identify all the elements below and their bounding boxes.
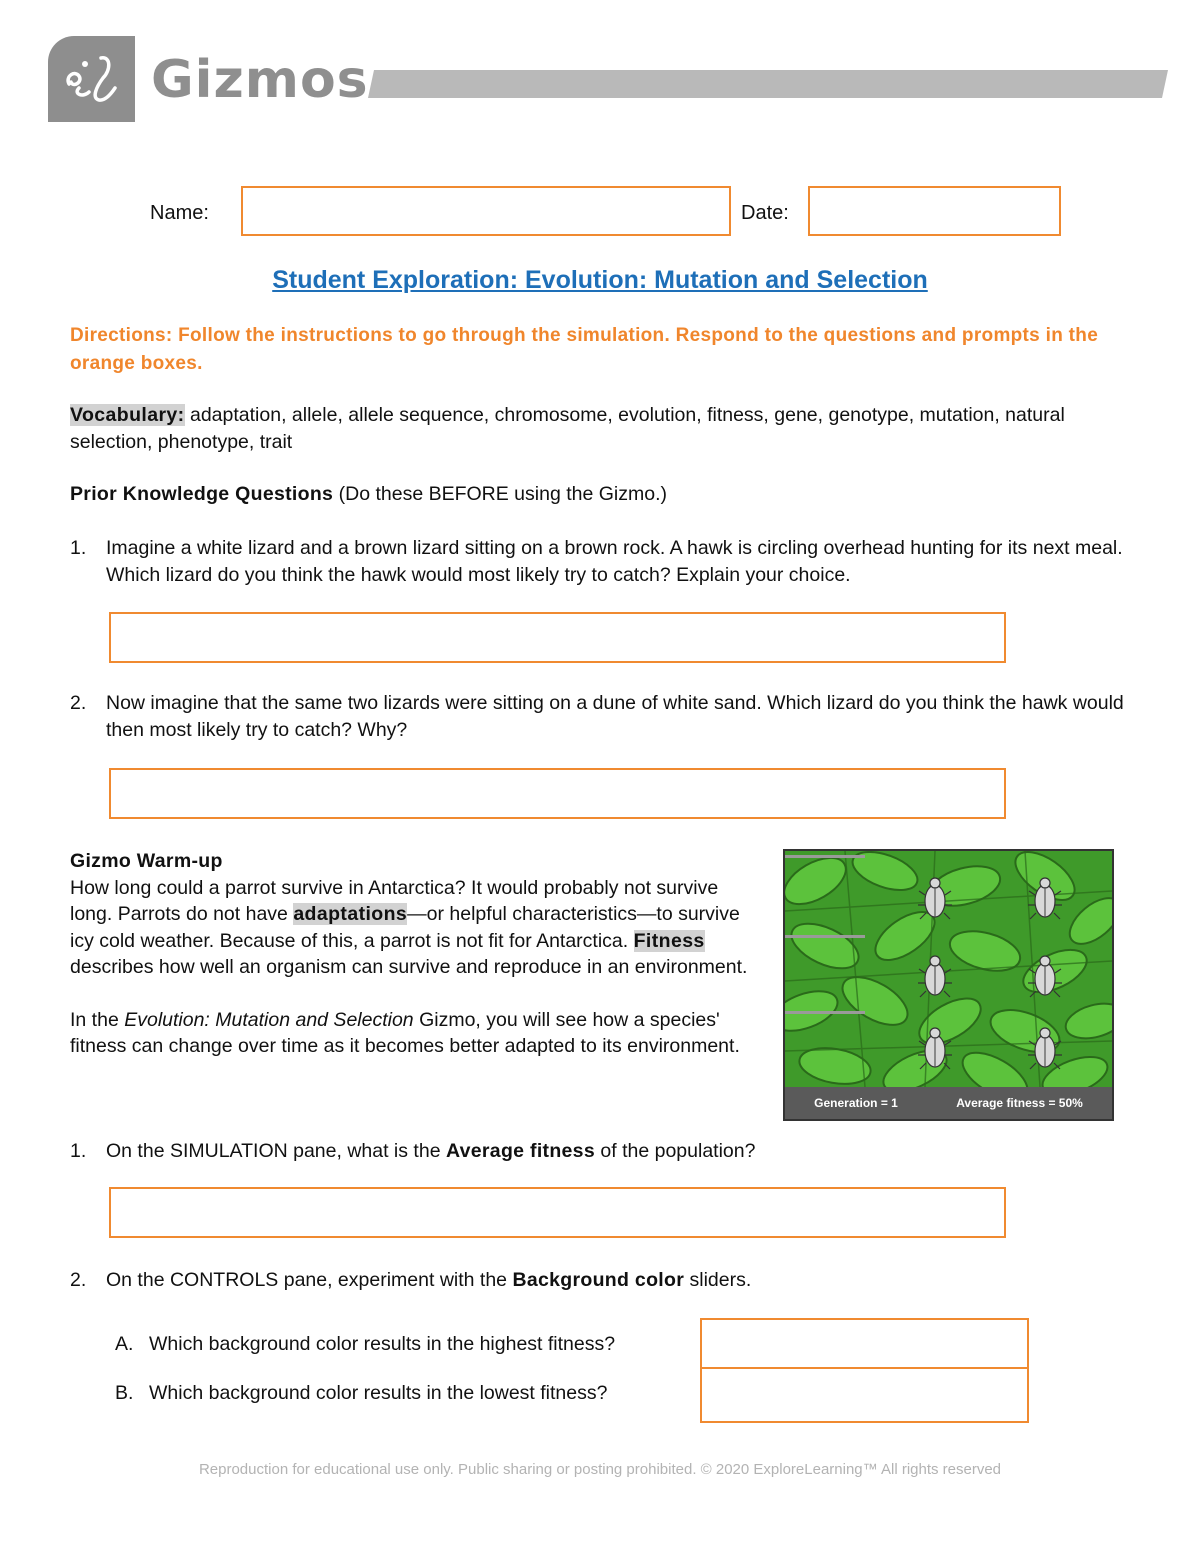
text-run: —or helpful characteristics—to survive icy cold weather. Because of this, a parrot is not fit for Antarctica. [70,903,740,952]
text-run: How long could a parrot survive in Antarctica? It would probably not survive long. Parrots do not have [70,876,719,925]
text-run: On the SIMULATION pane, what is the [106,1140,446,1162]
prior-question-2 [70,690,1150,746]
prior-knowledge-heading [70,481,1130,508]
average-fitness-readout: Average fitness = 50% [956,1096,1083,1110]
question-text [106,1267,1150,1294]
brand-title: Gizmos [151,50,369,110]
warmup-paragraph-1 [70,875,750,981]
bold-term: Background color [512,1269,685,1291]
date-label: Date: [741,202,789,224]
name-label: Name: [150,202,209,224]
warmup-paragraph-2 [70,1007,750,1060]
generation-readout: Generation = 1 [814,1096,898,1110]
vocabulary-label: Vocabulary: [70,404,185,426]
answer-box-prior-1[interactable] [109,612,1006,663]
text-run: Gizmo, you will see how a species' fitness can change over time as it becomes better adapted to its environment. [70,1008,740,1057]
prior-heading: Prior Knowledge Questions [70,483,334,505]
question-number: 2. [70,1269,87,1291]
warmup-question-1 [70,1138,1150,1166]
date-field[interactable] [808,186,1061,236]
prior-note: (Do these BEFORE using the Gizmo.) [333,483,667,505]
text-run: In the [70,1008,125,1031]
text-run: of the population? [594,1140,756,1162]
answer-box-warmup-1[interactable] [109,1187,1006,1238]
warmup-heading: Gizmo Warm-up [70,850,223,872]
header-bar [368,70,1168,98]
term-adaptations: adaptations [293,903,408,925]
answer-box-highest-fitness[interactable] [700,1318,1029,1369]
el-logo-icon [61,54,123,104]
gizmo-name: Evolution: Mutation and Selection [124,1008,414,1031]
subquestion-text: Which background color results in the lowest fitness? [149,1382,608,1404]
answer-box-lowest-fitness[interactable] [700,1367,1029,1423]
copyright-footer: Reproduction for educational use only. Public sharing or posting prohibited. © 2020 ExploreLearning™ All rights reserved [198,1461,1002,1478]
gizmo-simulation-image [783,849,1114,1121]
bold-term: Average fitness [445,1140,595,1162]
prior-question-1 [70,535,1150,591]
question-number: 1. [70,1140,87,1162]
subquestion-letter: B. [115,1382,134,1404]
subquestion-letter: A. [115,1333,134,1355]
question-text [106,1138,1150,1165]
vocabulary-paragraph [70,402,1130,456]
name-field[interactable] [241,186,731,236]
term-fitness: Fitness [633,929,705,952]
answer-box-prior-2[interactable] [109,768,1006,819]
leaf-background [785,851,1112,1087]
question-number: 2. [70,692,87,714]
question-text: Imagine a white lizard and a brown lizard sitting on a brown rock. A hawk is circling overhead hunting for its next meal. Which lizard do you think the hawk would most likely try to catch? Explain your choice. [106,537,1123,586]
page-title: Student Exploration: Evolution: Mutation and Selection [272,266,928,294]
gizmo-status-bar [785,1087,1112,1119]
text-run: describes how well an organism can survive and reproduce in an environment. [70,956,748,978]
vocabulary-terms: adaptation, allele, allele sequence, chromosome, evolution, fitness, gene, genotype, mutation, natural selection, phenotype, trait [70,404,1065,453]
warmup-question-2 [70,1267,1150,1295]
subquestion-text: Which background color results in the highest fitness? [149,1333,616,1355]
text-run: On the CONTROLS pane, experiment with the [106,1269,513,1291]
warmup-section [70,848,750,1060]
explorelearning-logo [48,36,135,122]
text-run: sliders. [684,1269,752,1291]
question-text: Now imagine that the same two lizards were sitting on a dune of white sand. Which lizard do you think the hawk would then most likely try to catch? Why? [106,692,1124,741]
directions-text: Directions: Follow the instructions to go through the simulation. Respond to the questions and prompts in the orange boxes. [70,325,1099,374]
question-number: 1. [70,537,87,559]
